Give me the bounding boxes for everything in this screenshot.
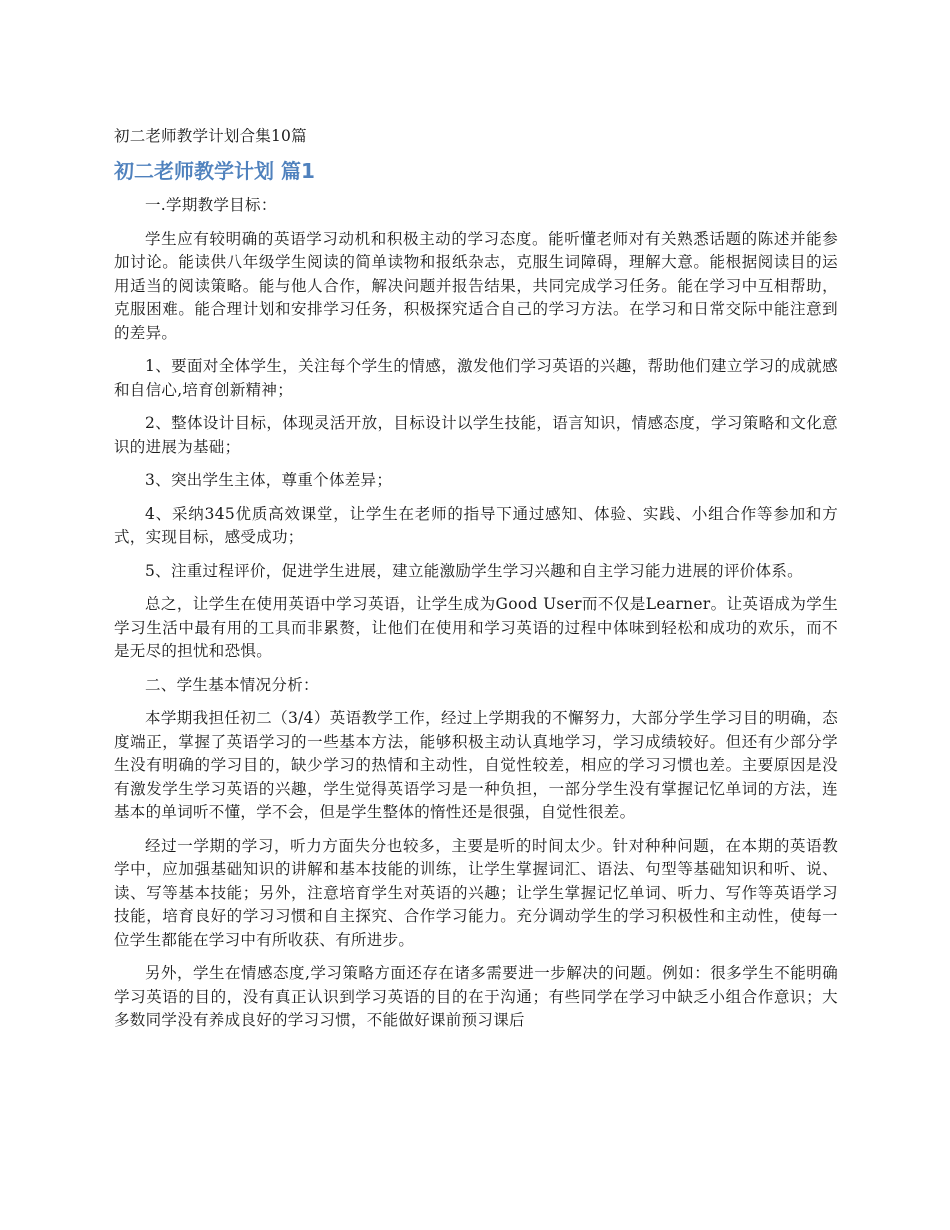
paragraph-item-5: 5、注重过程评价，促进学生进展，建立能激励学生学习兴趣和自主学习能力进展的评价体系。 [145, 561, 803, 580]
document-title: 初二老师教学计划合集10篇 [114, 127, 307, 145]
paragraph-term-goals: 学生应有较明确的英语学习动机和积极主动的学习态度。能听懂老师对有关熟悉话题的陈述并能参加讨论。能读供八年级学生阅读的简单读物和报纸杂志，克服生词障碍，理解大意。能根据阅读目的运用适当的阅读策略。能与他人合作，解决问题并报告结果，共同完成学习任务。能在学习中互相帮助，克服困难。能合理计划和安排学习任务，积极探究适合自己的学习方法。在学习和日常交际中能注意到的差异。 [114, 229, 838, 342]
paragraph-student-analysis-heading: 二、学生基本情况分析： [145, 675, 319, 694]
paragraph-item-4: 4、采纳345优质高效课堂，让学生在老师的指导下通过感知、体验、实践、小组合作等参加和方式，实现目标，感受成功； [114, 504, 838, 546]
paragraph-attitude: 另外，学生在情感态度,学习策略方面还存在诸多需要进一步解决的问题。例如：很多学生不能明确学习英语的目的，没有真正认识到学习英语的目的在于沟通；有些同学在学习中缺乏小组合作意识；大多数同学没有养成良好的学习习惯，不能做好课前预习课后 [114, 964, 838, 1029]
paragraph-student-analysis: 本学期我担任初二（3/4）英语教学工作，经过上学期我的不懈努力，大部分学生学习目的明确，态度端正，掌握了英语学习的一些基本方法，能够积极主动认真地学习，学习成绩较好。但还有少部分学生没有明确的学习目的，缺少学习的热情和主动性，自觉性较差，相应的学习习惯也差。主要原因是没有激发学生学习英语的兴趣，学生觉得英语学习是一种负担，一部分学生没有掌握记忆单词的方法，连基本的单词听不懂，学不会，但是学生整体的惰性还是很强，自觉性很差。 [114, 709, 838, 821]
paragraph-listening: 经过一学期的学习，听力方面失分也较多，主要是听的时间太少。针对种种问题，在本期的英语教学中，应加强基础知识的讲解和基本技能的训练，让学生掌握词汇、语法、句型等基础知识和听、说、读、写等基本技能；另外，注意培育学生对英语的兴趣；让学生掌握记忆单词、听力、写作等英语学习技能，培育良好的学习习惯和自主探究、合作学习能力。充分调动学生的学习积极性和主动性，使每一位学生都能在学习中有所收获、有所进步。 [114, 836, 838, 949]
paragraph-term-goals-heading: 一.学期教学目标： [145, 196, 277, 214]
paragraph-item-2: 2、整体设计目标，体现灵活开放，目标设计以学生技能，语言知识，情感态度，学习策略和文化意识的进展为基础； [114, 414, 838, 456]
paragraph-summary: 总之，让学生在使用英语中学习英语，让学生成为Good User而不仅是Learner。让英语成为学生学习生活中最有用的工具而非累赘，让他们在使用和学习英语的过程中体味到轻松和成功的欢乐，而不是无尽的担忧和恐惧。 [114, 595, 838, 660]
paragraph-item-1: 1、要面对全体学生，关注每个学生的情感，激发他们学习英语的兴趣，帮助他们建立学习的成就感和自信心,培育创新精神； [114, 357, 838, 399]
section-heading: 初二老师教学计划 篇1 [114, 159, 315, 183]
paragraph-item-3: 3、突出学生主体，尊重个体差异； [145, 471, 393, 489]
document-page [114, 124, 838, 1043]
